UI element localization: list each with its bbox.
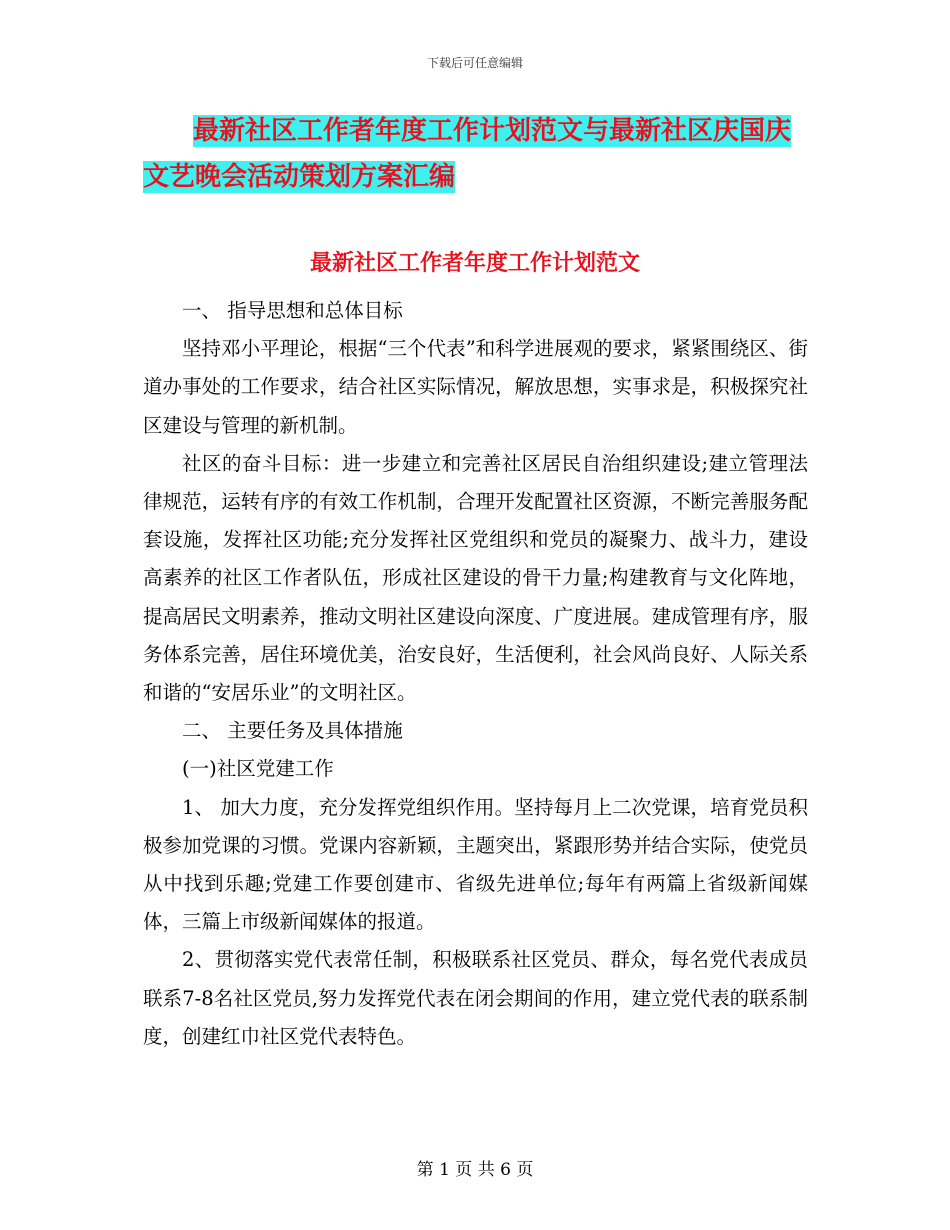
title-line-2-text: 文艺晚会活动策划方案汇编 xyxy=(143,162,456,192)
paragraph: 社区的奋斗目标：进一步建立和完善社区居民自治组织建设;建立管理法律规范，运转有序的有效工作机制，合理开发配置社区资源，不断完善服务配套设施，发挥社区功能;充分发挥社区党组织和党员的凝聚力、战斗力，建设高素养的社区工作者队伍，形成社区建设的骨干力量;构建教育与文化阵地，提高居民文明素养，推动文明社区建设向深度、广度进展。建成管理有序，服务体系完善，居住环境优美，治安良好，生活便利，社会风尚良好、人际关系和谐的“安居乐业”的文明社区。 xyxy=(143,451,808,705)
page-number: 第 1 页 共 6 页 xyxy=(416,1160,534,1180)
paragraph: 2、贯彻落实党代表常任制，积极联系社区党员、群众，每名党代表成员联系7-8名社区党员,努力发挥党代表在闭会期间的作用，建立党代表的联系制度，创建红巾社区党代表特色。 xyxy=(143,948,808,1048)
paragraph-heading-1: 一、 指导思想和总体目标 xyxy=(182,299,403,322)
paragraph-heading-2: 二、 主要任务及具体措施 xyxy=(182,719,403,743)
document-title xyxy=(143,108,843,200)
paragraph: 1、 加大力度，充分发挥党组织作用。坚持每月上二次党课，培育党员积极参加党课的习惯。党课内容新颖，主题突出，紧跟形势并结合实际，使党员从中找到乐趣;党建工作要创建市、省级先进单位;每年有两篇上省级新闻媒体，三篇上市级新闻媒体的报道。 xyxy=(143,795,808,934)
title-line-1-text: 最新社区工作者年度工作计划范文与最新社区庆国庆 xyxy=(193,116,792,146)
document-body xyxy=(143,292,808,1056)
section-title: 最新社区工作者年度工作计划范文 xyxy=(309,251,640,276)
title-line-1 xyxy=(143,108,843,154)
header-note: 下载后可任意编辑 xyxy=(426,56,523,70)
title-line-2 xyxy=(143,154,843,200)
paragraph: 坚持邓小平理论，根据“三个代表”和科学进展观的要求，紧紧围绕区、街道办事处的工作要求，结合社区实际情况，解放思想，实事求是，积极探究社区建设与管理的新机制。 xyxy=(143,337,808,437)
paragraph-subheading: (一)社区党建工作 xyxy=(182,757,334,781)
